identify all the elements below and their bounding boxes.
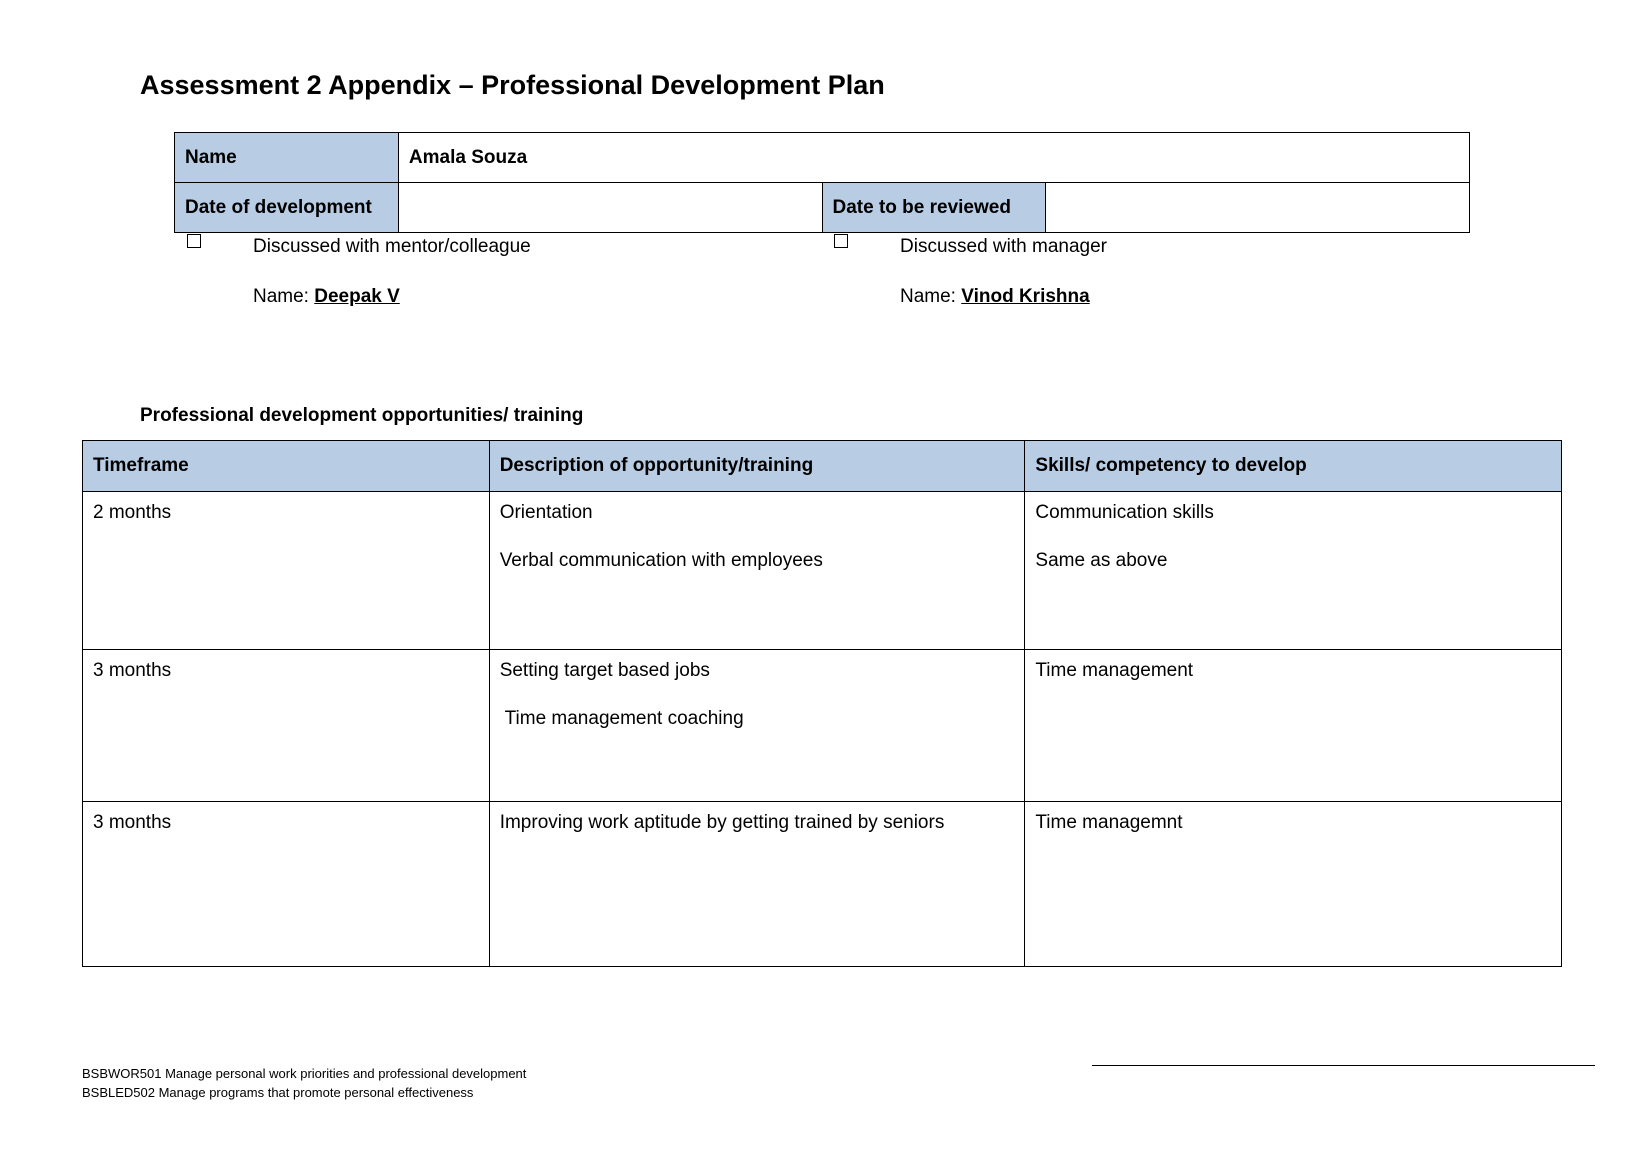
date-of-development-label: Date of development (175, 183, 399, 233)
row-2-description[interactable]: Setting target based jobs Time management coaching (489, 650, 1025, 802)
header-description: Description of opportunity/training (489, 441, 1025, 492)
date-of-development-value[interactable] (398, 183, 822, 233)
section-title: Professional development opportunities/ training (140, 405, 584, 426)
manager-discussed-label: Discussed with manager (900, 236, 1107, 257)
mentor-name: Deepak V (314, 286, 400, 307)
date-to-be-reviewed-label: Date to be reviewed (822, 183, 1046, 233)
row-2-skills[interactable]: Time management (1025, 650, 1562, 802)
mentor-checkbox[interactable] (187, 234, 201, 248)
manager-checkbox[interactable] (834, 234, 848, 248)
development-table (82, 440, 1562, 967)
table-row (83, 802, 1562, 967)
info-table (174, 132, 1470, 233)
footer-line-2: BSBLED502 Manage programs that promote personal effectiveness (82, 1085, 474, 1100)
name-value[interactable]: Amala Souza (398, 133, 1469, 183)
date-to-be-reviewed-value[interactable] (1046, 183, 1470, 233)
table-header-row (83, 441, 1562, 492)
header-timeframe: Timeframe (83, 441, 490, 492)
page-title: Assessment 2 Appendix – Professional Development Plan (140, 70, 885, 100)
footer-divider (1092, 1065, 1595, 1066)
row-3-timeframe[interactable]: 3 months (83, 802, 490, 967)
mentor-name-label: Name: (253, 286, 315, 307)
footer-line-1: BSBWOR501 Manage personal work priorities and professional development (82, 1066, 527, 1081)
row-1-description[interactable]: Orientation Verbal communication with employees (489, 492, 1025, 650)
table-row (83, 492, 1562, 650)
row-1-skills[interactable]: Communication skills Same as above (1025, 492, 1562, 650)
table-row (83, 650, 1562, 802)
header-skills: Skills/ competency to develop (1025, 441, 1562, 492)
manager-name-line (900, 286, 1090, 308)
row-3-description[interactable]: Improving work aptitude by getting trained by seniors (489, 802, 1025, 967)
mentor-discussed-label: Discussed with mentor/colleague (253, 236, 531, 257)
row-1-timeframe[interactable]: 2 months (83, 492, 490, 650)
name-label: Name (175, 133, 399, 183)
mentor-name-line (253, 286, 400, 308)
manager-name: Vinod Krishna (961, 286, 1090, 307)
row-3-skills[interactable]: Time managemnt (1025, 802, 1562, 967)
manager-name-label: Name: (900, 286, 962, 307)
row-2-timeframe[interactable]: 3 months (83, 650, 490, 802)
